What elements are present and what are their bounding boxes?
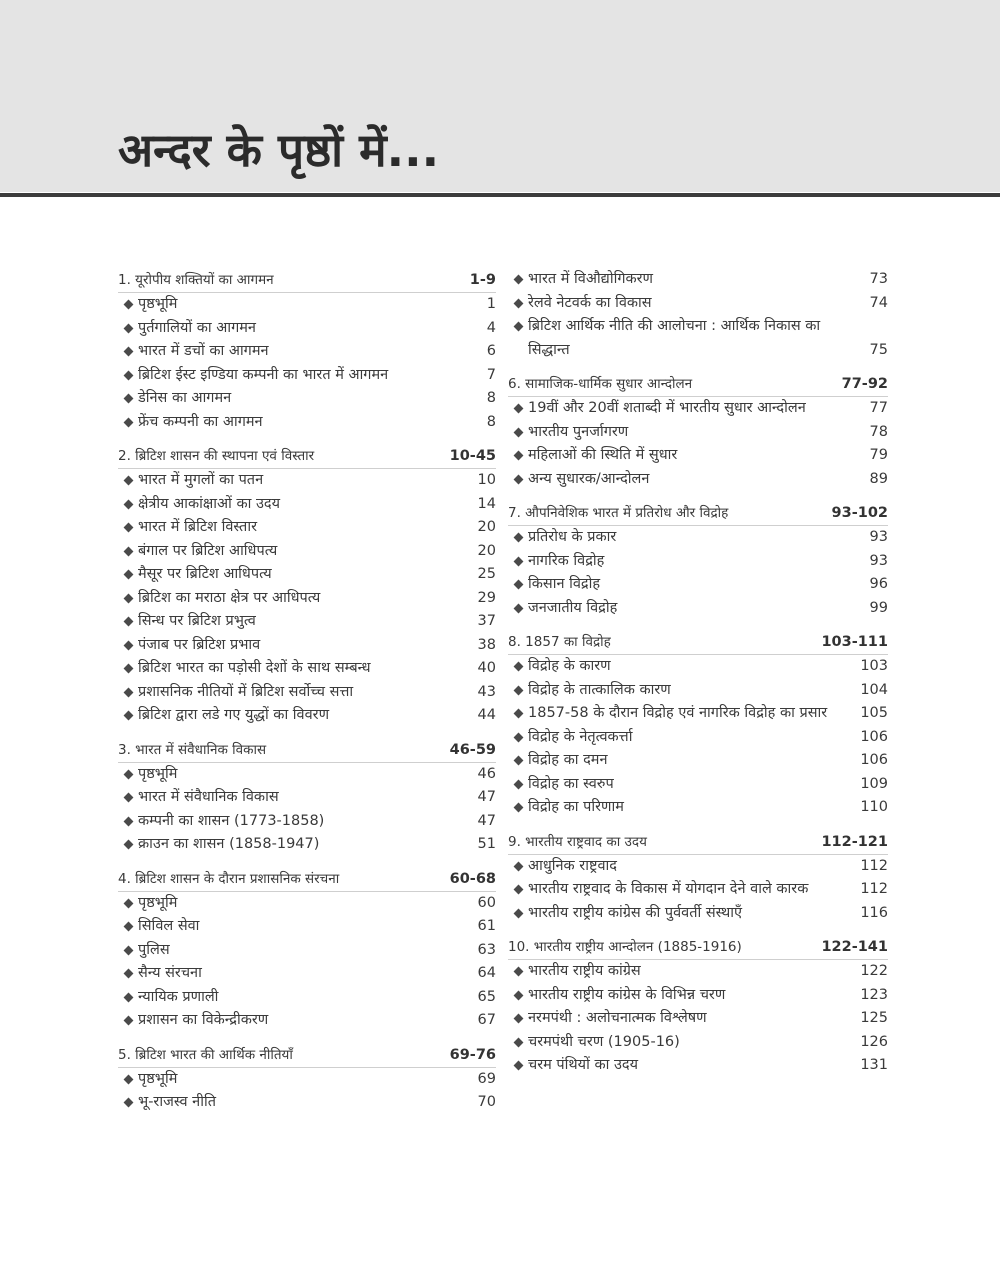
toc-item-page: 73	[869, 271, 888, 287]
diamond-bullet-icon	[514, 803, 524, 813]
section-page-range: 69-76	[449, 1046, 496, 1063]
diamond-bullet-icon	[514, 990, 524, 1000]
toc-item[interactable]	[508, 397, 888, 421]
toc-item[interactable]	[118, 293, 496, 317]
section-heading[interactable]	[508, 501, 888, 525]
diamond-bullet-icon	[514, 967, 524, 977]
page-title: अन्दर के पृष्ठों में...	[118, 123, 440, 177]
toc-item-page: 78	[869, 423, 888, 440]
toc-item-text: विद्रोह का दमन	[528, 752, 608, 768]
section-page-range: 122-141	[821, 939, 888, 955]
toc-item[interactable]	[508, 796, 888, 820]
toc-item[interactable]	[118, 610, 496, 634]
toc-item[interactable]	[118, 1068, 496, 1092]
toc-item[interactable]	[118, 340, 496, 364]
toc-item[interactable]	[508, 315, 888, 362]
toc-item-page: 104	[860, 681, 888, 698]
toc-item-text: पृष्ठभूमि	[138, 296, 178, 312]
toc-item-page: 51	[477, 836, 496, 852]
toc-item[interactable]	[508, 421, 888, 445]
toc-item-page: 106	[860, 752, 888, 768]
toc-item-page: 67	[477, 1012, 496, 1028]
toc-item-list	[118, 763, 496, 857]
diamond-bullet-icon	[124, 300, 134, 310]
toc-item-list	[118, 293, 496, 434]
toc-item-page: 65	[477, 988, 496, 1005]
toc-item-page: 123	[860, 986, 888, 1003]
diamond-bullet-icon	[124, 370, 134, 380]
toc-item-page: 20	[477, 519, 496, 535]
diamond-bullet-icon	[514, 732, 524, 742]
diamond-bullet-icon	[514, 861, 524, 871]
diamond-bullet-icon	[124, 793, 134, 803]
diamond-bullet-icon	[124, 922, 134, 932]
diamond-bullet-icon	[514, 404, 524, 414]
toc-item-list	[118, 1068, 496, 1115]
section-title: 3. भारत में संवैधानिक विकास	[118, 741, 267, 758]
toc-item-page: 126	[860, 1033, 888, 1050]
toc-item-text: भारतीय राष्ट्रीय कांग्रेस के विभिन्न चरण	[528, 986, 726, 1003]
toc-item-page: 69	[477, 1070, 496, 1087]
toc-item-text: ब्रिटिश द्वारा लडे गए युद्धों का विवरण	[138, 707, 330, 723]
toc-item[interactable]	[118, 704, 496, 728]
toc-item-page: 8	[486, 413, 496, 430]
toc-item-text: सिन्ध पर ब्रिटिश प्रभुत्व	[138, 613, 256, 629]
section-heading[interactable]	[118, 268, 496, 292]
toc-item[interactable]	[118, 786, 496, 810]
toc-item-page: 44	[477, 707, 496, 723]
toc-item[interactable]	[118, 493, 496, 517]
toc-item[interactable]	[118, 833, 496, 857]
toc-item-text: भारतीय पुनर्जागरण	[528, 423, 629, 440]
toc-item[interactable]	[508, 268, 888, 292]
toc-item-page: 70	[477, 1094, 496, 1110]
toc-item-page: 61	[477, 918, 496, 934]
toc-item-page: 7	[486, 366, 496, 383]
toc-item[interactable]	[508, 468, 888, 492]
toc-section	[118, 867, 496, 1033]
toc-item-text: किसान विद्रोह	[528, 576, 601, 592]
section-heading[interactable]	[508, 372, 888, 396]
diamond-bullet-icon	[124, 711, 134, 721]
toc-item-page: 6	[486, 343, 496, 359]
diamond-bullet-icon	[514, 556, 524, 566]
toc-item-text: भारत में डचों का आगमन	[138, 343, 269, 359]
toc-item[interactable]	[118, 962, 496, 986]
toc-item[interactable]	[508, 573, 888, 597]
toc-item-page: 93	[869, 552, 888, 569]
toc-item-text: भारत में संवैधानिक विकास	[138, 789, 279, 805]
toc-item-text: प्रतिरोध के प्रकार	[528, 529, 617, 545]
toc-item[interactable]	[118, 317, 496, 341]
toc-item-page: 131	[860, 1057, 888, 1073]
toc-item-text: विद्रोह के नेतृत्वकर्त्ता	[528, 728, 633, 745]
toc-item-page: 8	[486, 390, 496, 406]
diamond-bullet-icon	[514, 603, 524, 613]
toc-item[interactable]	[118, 915, 496, 939]
toc-item-text: न्यायिक प्रणाली	[138, 988, 219, 1005]
section-page-range: 77-92	[841, 376, 888, 392]
toc-item-page: 125	[860, 1010, 888, 1026]
toc-item[interactable]	[118, 387, 496, 411]
toc-item-text: भारतीय राष्ट्रीय कांग्रेस की पुर्ववर्ती संस्थाएँ	[528, 904, 743, 921]
toc-item-page: 109	[860, 775, 888, 792]
toc-left-column	[118, 268, 496, 1115]
toc-item-text: चरमपंथी चरण (1905-16)	[528, 1033, 680, 1050]
diamond-bullet-icon	[124, 1074, 134, 1084]
diamond-bullet-icon	[514, 275, 524, 285]
diamond-bullet-icon	[514, 322, 524, 332]
toc-item-list	[508, 526, 888, 620]
toc-section	[508, 935, 888, 1078]
toc-item-list	[118, 892, 496, 1033]
toc-item-text: विद्रोह का परिणाम	[528, 799, 624, 815]
diamond-bullet-icon	[124, 969, 134, 979]
toc-item-text: फ्रेंच कम्पनी का आगमन	[138, 413, 263, 430]
section-title: 5. ब्रिटिश भारत की आर्थिक नीतियाँ	[118, 1046, 293, 1063]
diamond-bullet-icon	[124, 664, 134, 674]
diamond-bullet-icon	[124, 523, 134, 533]
toc-item-list	[118, 469, 496, 728]
toc-item[interactable]	[118, 411, 496, 435]
toc-item[interactable]	[118, 681, 496, 705]
toc-item[interactable]	[508, 984, 888, 1008]
toc-item-page: 47	[477, 789, 496, 805]
section-title: 9. भारतीय राष्ट्रवाद का उदय	[508, 833, 647, 850]
diamond-bullet-icon	[514, 779, 524, 789]
toc-item-page: 43	[477, 683, 496, 700]
toc-item-page: 20	[477, 542, 496, 559]
toc-item[interactable]	[118, 516, 496, 540]
toc-item-page: 40	[477, 660, 496, 676]
toc-item-text: अन्य सुधारक/आन्दोलन	[528, 470, 650, 487]
section-heading[interactable]	[508, 630, 888, 654]
diamond-bullet-icon	[514, 662, 524, 672]
toc-item[interactable]	[118, 763, 496, 787]
toc-section	[118, 738, 496, 857]
diamond-bullet-icon	[514, 298, 524, 308]
toc-item[interactable]	[118, 810, 496, 834]
toc-item[interactable]	[508, 655, 888, 679]
toc-item-text: सैन्य संरचना	[138, 965, 202, 981]
diamond-bullet-icon	[124, 499, 134, 509]
toc-item[interactable]	[118, 469, 496, 493]
diamond-bullet-icon	[124, 617, 134, 627]
diamond-bullet-icon	[124, 394, 134, 404]
section-title: 1. यूरोपीय शक्तियों का आगमन	[118, 272, 274, 288]
toc-item-text: भारत में वि‍औद्योगिकरण	[528, 271, 654, 287]
diamond-bullet-icon	[514, 709, 524, 719]
toc-item[interactable]	[508, 1054, 888, 1078]
diamond-bullet-icon	[124, 816, 134, 826]
toc-item-text: भारत में मुगलों का पतन	[138, 472, 264, 488]
toc-item-text: ब्रिटिश भारत का पड़ोसी देशों के साथ सम्बन्ध	[138, 660, 371, 676]
toc-item-text: क्षेत्रीय आकांक्षाओं का उदय	[138, 495, 281, 512]
toc-item-page: 46	[477, 765, 496, 782]
section-heading[interactable]	[118, 444, 496, 468]
toc-item-page: 29	[477, 589, 496, 606]
diamond-bullet-icon	[514, 1061, 524, 1071]
toc-item-list	[508, 268, 888, 362]
toc-item-text: ब्रिटिश आर्थिक नीति की आलोचना : आर्थिक निकास का सिद्धान्त	[528, 318, 821, 358]
toc-item[interactable]	[118, 587, 496, 611]
toc-section	[508, 372, 888, 491]
toc-item-page: 110	[860, 799, 888, 815]
toc-item[interactable]	[508, 749, 888, 773]
toc-item-text: विद्रोह का स्वरुप	[528, 775, 614, 792]
section-page-range: 103-111	[821, 634, 888, 650]
toc-item-text: सिविल सेवा	[138, 918, 200, 934]
diamond-bullet-icon	[514, 533, 524, 543]
toc-item-page: 25	[477, 566, 496, 582]
toc-item-page: 63	[477, 941, 496, 958]
diamond-bullet-icon	[124, 570, 134, 580]
toc-item-text: पृष्ठभूमि	[138, 1070, 178, 1087]
toc-item-text: विद्रोह के कारण	[528, 658, 611, 674]
toc-item-text: मैसूर पर ब्रिटिश आधिपत्य	[138, 566, 272, 582]
toc-item[interactable]	[508, 292, 888, 316]
toc-item-page: 79	[869, 447, 888, 463]
toc-item-text: कम्पनी का शासन (1773-1858)	[138, 812, 325, 829]
toc-item-page: 47	[477, 812, 496, 829]
diamond-bullet-icon	[124, 898, 134, 908]
toc-item-page: 122	[860, 963, 888, 979]
toc-section	[508, 830, 888, 926]
toc-item-page: 74	[869, 294, 888, 311]
toc-item-page: 96	[869, 576, 888, 592]
toc-item-text: ब्रिटिश ईस्ट इण्डिया कम्पनी का भारत में आगमन	[138, 366, 389, 383]
diamond-bullet-icon	[514, 451, 524, 461]
toc-item-text: भारत में ब्रिटिश विस्तार	[138, 519, 258, 535]
toc-item[interactable]	[508, 1007, 888, 1031]
toc-item[interactable]	[118, 563, 496, 587]
diamond-bullet-icon	[124, 992, 134, 1002]
toc-item-list	[508, 397, 888, 491]
toc-item-text: चरम पंथियों का उदय	[528, 1057, 639, 1073]
section-heading[interactable]	[118, 867, 496, 891]
section-title: 4. ब्रिटिश शासन के दौरान प्रशासनिक संरचना	[118, 870, 340, 887]
toc-item-page: 112	[860, 881, 888, 897]
toc-item-text: भू-राजस्व नीति	[138, 1094, 217, 1110]
toc-item[interactable]	[508, 960, 888, 984]
section-page-range: 46-59	[449, 741, 496, 758]
diamond-bullet-icon	[124, 593, 134, 603]
toc-item[interactable]	[118, 986, 496, 1010]
toc-item[interactable]	[118, 634, 496, 658]
toc-section	[118, 268, 496, 434]
toc-item-list	[508, 960, 888, 1078]
diamond-bullet-icon	[124, 945, 134, 955]
toc-item-text: पृष्ठभूमि	[138, 765, 178, 782]
toc-item[interactable]	[508, 855, 888, 879]
toc-item[interactable]	[508, 1031, 888, 1055]
toc-item[interactable]	[508, 550, 888, 574]
toc-section	[508, 630, 888, 820]
toc-item-page: 4	[486, 319, 496, 336]
diamond-bullet-icon	[124, 546, 134, 556]
toc-item-page: 1	[486, 296, 496, 312]
diamond-bullet-icon	[124, 640, 134, 650]
toc-item[interactable]	[118, 1091, 496, 1115]
section-title: 10. भारतीय राष्ट्रीय आन्दोलन (1885-1916)	[508, 939, 742, 955]
toc-right-column	[508, 268, 888, 1078]
toc-item-page: 14	[477, 495, 496, 512]
toc-item-text: प्रशासनिक नीतियों में ब्रिटिश सर्वोच्च सत्ता	[138, 683, 354, 700]
toc-item[interactable]	[118, 657, 496, 681]
toc-item-text: नरमपंथी : अलोचनात्मक विश्लेषण	[528, 1010, 707, 1026]
toc-item-page: 103	[860, 658, 888, 674]
diamond-bullet-icon	[514, 756, 524, 766]
toc-item-text: 1857-58 के दौरान विद्रोह एवं नागरिक विद्रोह का प्रसार	[528, 705, 828, 721]
diamond-bullet-icon	[124, 323, 134, 333]
diamond-bullet-icon	[514, 1037, 524, 1047]
diamond-bullet-icon	[124, 1098, 134, 1108]
toc-item[interactable]	[508, 702, 888, 726]
section-title: 7. औपनिवेशिक भारत में प्रतिरोध और विद्रोह	[508, 505, 729, 521]
diamond-bullet-icon	[124, 687, 134, 697]
toc-section	[508, 268, 888, 362]
diamond-bullet-icon	[514, 427, 524, 437]
toc-item-text: क्राउन का शासन (1858-1947)	[138, 836, 320, 852]
toc-item-page: 64	[477, 965, 496, 981]
toc-item-text: पंजाब पर ब्रिटिश प्रभाव	[138, 636, 261, 653]
toc-item-page: 60	[477, 894, 496, 911]
toc-item[interactable]	[508, 878, 888, 902]
toc-item-text: विद्रोह के तात्कालिक कारण	[528, 681, 671, 698]
diamond-bullet-icon	[124, 840, 134, 850]
toc-item[interactable]	[508, 679, 888, 703]
toc-item[interactable]	[508, 773, 888, 797]
diamond-bullet-icon	[514, 474, 524, 484]
diamond-bullet-icon	[124, 417, 134, 427]
toc-item-list	[508, 855, 888, 926]
toc-item-text: भारतीय राष्ट्रीय कांग्रेस	[528, 963, 641, 979]
toc-item[interactable]	[508, 902, 888, 926]
toc-item-text: 19वीं और 20वीं शताब्दी में भारतीय सुधार आन्दोलन	[528, 400, 806, 416]
section-heading[interactable]	[118, 1043, 496, 1067]
toc-item[interactable]	[508, 444, 888, 468]
diamond-bullet-icon	[124, 1016, 134, 1026]
toc-item-text: ब्रिटिश का मराठा क्षेत्र पर आधिपत्य	[138, 589, 321, 606]
toc-item[interactable]	[118, 540, 496, 564]
toc-item-page: 38	[477, 636, 496, 653]
toc-item-text: भारतीय राष्ट्रवाद के विकास में योगदान देने वाले कारक	[528, 881, 809, 897]
toc-item[interactable]	[508, 597, 888, 621]
toc-item[interactable]	[508, 726, 888, 750]
diamond-bullet-icon	[514, 1014, 524, 1024]
toc-item-text: प्रशासन का विकेन्द्रीकरण	[138, 1012, 269, 1028]
toc-item-page: 106	[860, 728, 888, 745]
section-title: 2. ब्रिटिश शासन की स्थापना एवं विस्तार	[118, 448, 315, 464]
toc-item[interactable]	[118, 364, 496, 388]
toc-item-text: रेलवे नेटवर्क का विकास	[528, 294, 652, 311]
diamond-bullet-icon	[124, 347, 134, 357]
diamond-bullet-icon	[514, 885, 524, 895]
toc-item-page: 116	[860, 904, 888, 921]
section-page-range: 10-45	[449, 448, 496, 464]
toc-section	[118, 444, 496, 728]
diamond-bullet-icon	[514, 685, 524, 695]
toc-item-text: डेनिस का आगमन	[138, 390, 232, 406]
toc-item-page: 89	[869, 470, 888, 487]
toc-item-page: 77	[869, 400, 888, 416]
section-title: 8. 1857 का विद्रोह	[508, 634, 611, 650]
section-page-range: 93-102	[831, 505, 888, 521]
diamond-bullet-icon	[514, 580, 524, 590]
toc-item-page: 105	[860, 705, 888, 721]
section-page-range: 60-68	[449, 870, 496, 887]
section-page-range: 1-9	[469, 272, 496, 288]
toc-item-page: 37	[477, 613, 496, 629]
section-heading[interactable]	[508, 830, 888, 854]
toc-section	[118, 1043, 496, 1115]
toc-item-text: बंगाल पर ब्रिटिश आधिपत्य	[138, 542, 278, 559]
toc-item-page: 75	[869, 341, 888, 358]
section-heading[interactable]	[508, 935, 888, 959]
toc-item-page: 99	[869, 599, 888, 616]
diamond-bullet-icon	[124, 769, 134, 779]
toc-item[interactable]	[118, 939, 496, 963]
toc-item[interactable]	[508, 526, 888, 550]
toc-item-list	[508, 655, 888, 820]
toc-item-text: नागरिक विद्रोह	[528, 552, 605, 569]
diamond-bullet-icon	[514, 908, 524, 918]
toc-item-text: महिलाओं की स्थिति में सुधार	[528, 447, 678, 463]
toc-item-page: 10	[477, 472, 496, 488]
section-page-range: 112-121	[821, 833, 888, 850]
toc-item-text: आधुनिक राष्ट्रवाद	[528, 857, 617, 874]
diamond-bullet-icon	[124, 476, 134, 486]
toc-item-text: पृष्ठभूमि	[138, 894, 178, 911]
section-title: 6. सामाजिक-धार्मिक सुधार आन्दोलन	[508, 376, 693, 392]
toc-section	[508, 501, 888, 620]
toc-item-text: पुलिस	[138, 941, 170, 958]
toc-item-text: जनजातीय विद्रोह	[528, 599, 618, 616]
toc-item[interactable]	[118, 1009, 496, 1033]
section-heading[interactable]	[118, 738, 496, 762]
toc-item-page: 112	[860, 857, 888, 874]
toc-item-page: 93	[869, 529, 888, 545]
header-divider	[0, 193, 1000, 197]
toc-item[interactable]	[118, 892, 496, 916]
toc-item-text: पुर्तगालियों का आगमन	[138, 319, 256, 336]
